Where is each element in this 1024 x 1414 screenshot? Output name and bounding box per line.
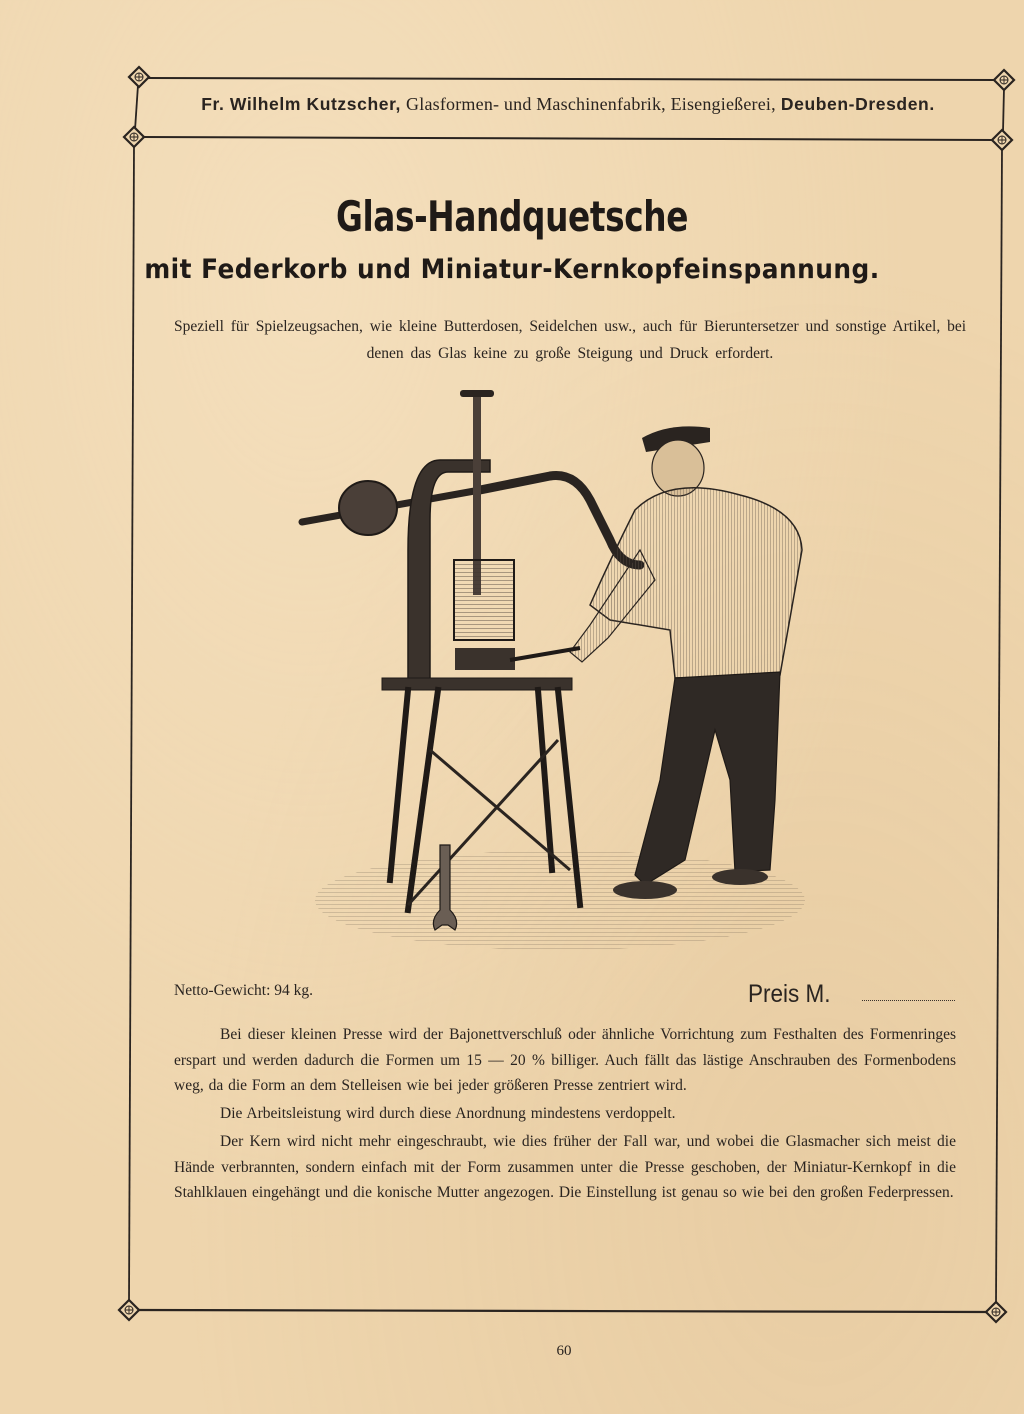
net-weight: [174, 982, 313, 1000]
diamond-ornament-icon: [994, 70, 1014, 90]
header-bottom-rule: [142, 137, 994, 140]
frame-top-rule: [146, 78, 996, 80]
body-paragraph: Die Arbeitsleistung wird durch diese Anordnung mindestens verdoppelt.: [220, 1105, 676, 1123]
operator-shoe-right: [712, 869, 768, 885]
company-name: Fr. Wilhelm Kutzscher,: [201, 94, 401, 114]
body-paragraph: Der Kern wird nicht mehr eingeschraubt, wie dies früher der Fall war, und wobei die Glasmacher sich meist die Hände verbrannten, sondern einfach mit der Form zusammen unter die Presse geschoben, der Miniatur-Kernkopf in die Stahlklauen eingehängt und die konische Mutter angezogen. Die Einstellung ist genau so wie bei den großen Federpressen.: [174, 1132, 956, 1202]
operator-figure: [510, 426, 802, 899]
mould-ring: [455, 648, 515, 670]
diamond-ornament-icon: [129, 67, 149, 87]
intro-paragraph: Speziell für Spielzeugsachen, wie kleine Butterdosen, Seidelchen usw., auch für Bieruntersetzer und sonstige Artikel, bei denen das Glas keine zu große Steigung und Druck erfordert.: [173, 318, 967, 362]
net-weight-label: Netto-Gewicht:: [174, 982, 271, 999]
company-location: Deuben-Dresden.: [780, 94, 935, 114]
price-blank-line: [862, 1000, 955, 1001]
diamond-ornament-icon: [119, 1300, 139, 1320]
description-body: [174, 1022, 956, 1206]
press-tongs: [510, 648, 580, 660]
diamond-ornament-icon: [124, 127, 144, 147]
handwheel: [460, 390, 494, 397]
page-title: Glas-Handquetsche: [335, 192, 689, 241]
body-paragraph: Bei dieser kleinen Presse wird der Bajonettverschluß oder ähnliche Vorrichtung zum Festhalten des Formenringes erspart und werden dadurch die Formen um 15 — 20 % billiger. Auch fällt das lästige Anschrauben des Formenbodens weg, da die Form an dem Stelleisen wie bei jeder größeren Presse zentriert wird.: [174, 1026, 956, 1095]
publisher-header: [148, 94, 988, 115]
frame-bottom-rule: [137, 1310, 988, 1312]
company-trades: Glasformen- und Maschinenfabrik, Eisengießerei,: [406, 94, 776, 114]
net-weight-value: 94 kg.: [274, 982, 314, 999]
diamond-ornament-icon: [986, 1302, 1006, 1322]
page-number: 60: [556, 1343, 572, 1359]
counterweight-disc: [339, 481, 397, 535]
operator-trousers: [635, 672, 780, 885]
frame-left-rule: [129, 145, 134, 1302]
frame-right-rule: [996, 148, 1002, 1304]
frame-right-rule-header: [1003, 88, 1004, 132]
spring-cage: [454, 560, 514, 640]
diamond-ornament-icon: [992, 130, 1012, 150]
frame-left-rule-header: [135, 85, 138, 130]
operator-shoe-left: [613, 881, 677, 899]
page-subtitle: mit Federkorb und Miniatur-Kernkopfeinspannung.: [144, 254, 880, 285]
price-label: Preis M.: [748, 980, 831, 1008]
press-illustration: [290, 380, 830, 960]
